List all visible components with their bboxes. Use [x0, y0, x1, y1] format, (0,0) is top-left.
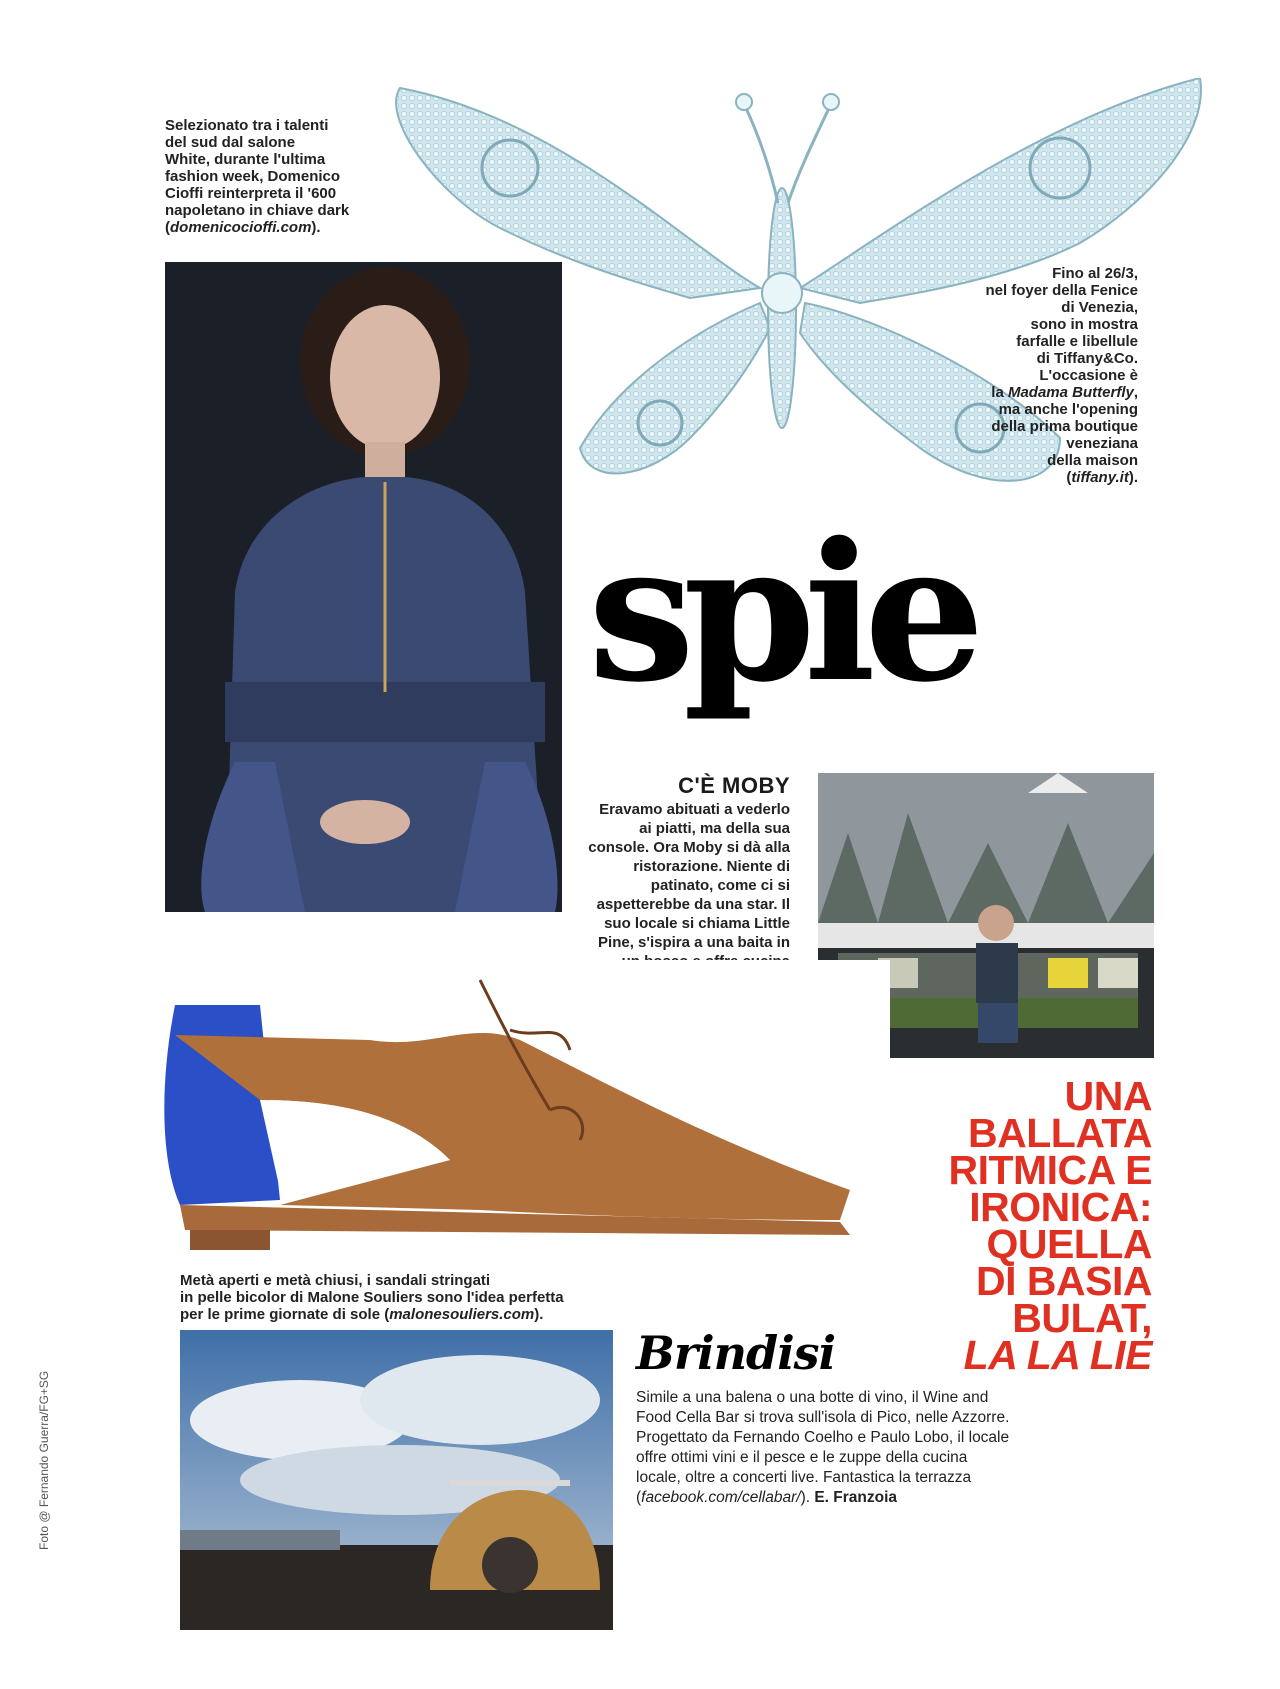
cella-bar-scene — [180, 1330, 613, 1630]
cioffi-caption-line: White, durante l'ultima — [165, 151, 326, 168]
pull-quote-line: BULAT, — [1012, 1295, 1152, 1341]
model-figure — [165, 262, 562, 912]
cella-bar-photo — [180, 1330, 613, 1630]
brindisi-title: Brindisi — [636, 1326, 836, 1380]
brindisi-author: E. Franzoia — [814, 1489, 898, 1506]
tiffany-caption-line: Fino al 26/3, — [1052, 265, 1138, 282]
pull-quote — [860, 1073, 1152, 1378]
tiffany-caption-line: della prima boutique — [991, 418, 1138, 435]
brindisi-body: Simile a una balena o una botte di vino, il Wine and Food Cella Bar si trova sull'isola di Pico, nelle Azzorre. Progettato da Fernando Coelho e Paulo Lobo, il locale offre ottimi vini e il pesce e le zuppe della cucina locale, oltre a concerti live. Fantastica la terrazza (facebook.com/cellabar/). E. Franzoia — [636, 1389, 1010, 1506]
pull-quote-line: DI BASIA — [976, 1258, 1152, 1304]
moby-body: Eravamo abituati a vederlo ai piatti, ma della sua console. Ora Moby si dà alla ristorazione. Niente di patinato, come ci si aspetterebbe da una star. Il suo locale si chiama Little Pine, s'ispira a una baita in — [585, 800, 790, 1028]
pull-quote-title: LA LA LIE — [963, 1332, 1152, 1378]
shoe-caption-line: Metà aperti e metà chiusi, i sandali stringati — [180, 1272, 491, 1289]
shoe-caption — [180, 1272, 640, 1323]
cioffi-link[interactable]: domenicocioffi.com — [170, 219, 312, 236]
tiffany-caption-line: nel foyer della Fenice — [985, 282, 1138, 299]
shoe-photo — [150, 960, 890, 1270]
moby-heading: C'È MOBY — [678, 773, 790, 798]
tiffany-caption-line: veneziana — [1066, 435, 1138, 452]
pull-quote-line: RITMICA E — [948, 1147, 1152, 1193]
photo-credit: Foto @ Fernando Guerra/FG+SG — [37, 1370, 51, 1550]
tiffany-caption — [900, 265, 1138, 486]
pull-quote-line: QUELLA — [986, 1221, 1152, 1267]
tiffany-link[interactable]: tiffany.it — [1071, 469, 1129, 486]
tiffany-caption-line: L'occasione è — [1039, 367, 1138, 384]
tiffany-caption-line: di Tiffany&Co. — [1036, 350, 1138, 367]
cioffi-caption-line: del sud dal salone — [165, 134, 296, 151]
cioffi-caption — [165, 117, 385, 236]
cioffi-caption-line-link: (domenicocioffi.com). — [165, 219, 321, 236]
tiffany-caption-line-link: (tiffany.it). — [1066, 469, 1138, 486]
tiffany-caption-line: la Madama Butterfly, — [991, 384, 1138, 401]
shoe-illustration — [150, 960, 890, 1270]
tiffany-caption-line: farfalle e libellule — [1016, 333, 1138, 350]
cioffi-caption-line: Cioffi reinterpreta il '600 — [165, 185, 337, 202]
pull-quote-line: IRONICA: — [969, 1184, 1152, 1230]
cioffi-caption-line: napoletano in chiave dark — [165, 202, 350, 219]
tiffany-caption-line: sono in mostra — [1030, 316, 1138, 333]
cioffi-caption-line: fashion week, Domenico — [165, 168, 341, 185]
cioffi-caption-line: Selezionato tra i talenti — [165, 117, 329, 134]
pull-quote-line: BALLATA — [968, 1110, 1152, 1156]
shoe-caption-line: per le prime giornate di sole (malonesouliers.com). — [180, 1306, 544, 1323]
shoe-caption-line: in pelle bicolor di Malone Souliers sono l'idea perfetta — [180, 1289, 564, 1306]
brindisi-link[interactable]: facebook.com/cellabar/ — [641, 1489, 801, 1506]
tiffany-caption-line: della maison — [1047, 452, 1138, 469]
tiffany-caption-line: ma anche l'opening — [998, 401, 1138, 418]
model-photo — [165, 262, 562, 912]
masthead-title: spie — [588, 501, 973, 724]
pull-quote-line: UNA — [1064, 1073, 1152, 1119]
tiffany-caption-line: di Venezia, — [1061, 299, 1138, 316]
shoe-link[interactable]: malonesouliers.com — [389, 1306, 535, 1323]
